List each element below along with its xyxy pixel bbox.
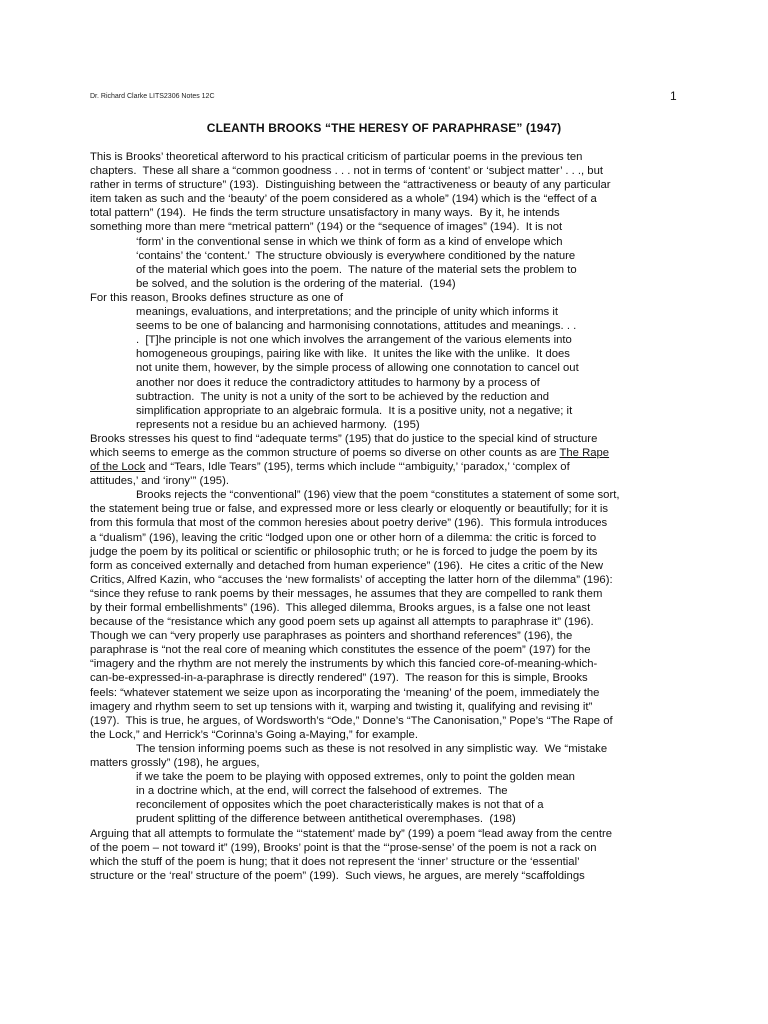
block-quote-line <box>90 390 690 404</box>
text-line <box>90 869 690 883</box>
text-line <box>90 756 690 770</box>
line-text: structure or the ‘real’ structure of the poem” (199). Such views, he argues, are merely “scaffoldings <box>90 869 585 882</box>
line-text: Arguing that all attempts to formulate the “‘statement’ made by” (199) a poem “lead away from the centre <box>90 827 613 840</box>
block-quote-line <box>90 277 690 291</box>
block-quote-line <box>90 249 690 263</box>
block-quote-line <box>90 798 690 812</box>
line-text: a “dualism” (196), leaving the critic “lodged upon one or other horn of a dilemma: the critic is forced to <box>90 531 597 544</box>
line-text: simplification appropriate to an algebraic formula. It is a positive unity, not a negative; it <box>136 404 573 417</box>
text-line <box>90 700 690 714</box>
line-text: homogeneous groupings, pairing like with like. It unites the like with the unlike. It does <box>136 348 570 361</box>
line-text: total pattern” (194). He finds the term structure unsatisfactory in many ways. By it, he intends <box>90 207 560 220</box>
line-text: paraphrase is “not the real core of meaning which constitutes the essence of the poem” (197) for the <box>90 644 591 657</box>
line-text: the statement being true or false, and expressed more or less clearly or eloquently or beautifully; for it is <box>90 503 609 516</box>
text-line <box>90 206 690 220</box>
page-number: 1 <box>670 89 677 103</box>
text-line <box>90 643 690 657</box>
line-text: item taken as such and the ‘beauty’ of the poem considered as a whole” (194) which is the “effect of a <box>90 193 597 206</box>
line-text: matters grossly” (198), he argues, <box>90 757 260 770</box>
text-line <box>90 502 690 516</box>
line-text: which the stuff of the poem is hung; that it does not represent the ‘inner’ structure or the ‘essential’ <box>90 855 580 868</box>
underlined-title: The Rape <box>559 446 610 459</box>
text-line <box>90 615 690 629</box>
line-text: ‘form’ in the conventional sense in which we think of form as a kind of envelope which <box>136 235 563 248</box>
line-text: The tension informing poems such as these is not resolved in any simplistic way. We “mistake <box>136 742 608 755</box>
paragraph-first-line <box>90 742 690 756</box>
text-line <box>90 178 690 192</box>
text-line <box>90 220 690 234</box>
line-text: by their formal embellishments” (196). This alleged dilemma, Brooks argues, is a false one not least <box>90 602 591 614</box>
block-quote-line <box>90 784 690 798</box>
block-quote-line <box>90 770 690 784</box>
line-text: prudent splitting of the difference between antithetical overemphases. (198) <box>136 813 516 826</box>
line-text: imagery and rhythm seem to set up tensions with it, warping and twisting it, qualifying and revising it” <box>90 700 593 713</box>
text-line <box>90 657 690 671</box>
line-text: feels: “whatever statement we seize upon as incorporating the ‘meaning’ of the poem, immediately the <box>90 686 600 699</box>
line-text: meanings, evaluations, and interpretations; and the principle of unity which informs it <box>136 306 558 319</box>
text-line <box>90 573 690 587</box>
text-line <box>90 686 690 700</box>
text-line <box>90 671 690 685</box>
text-line <box>90 855 690 869</box>
text-line <box>90 192 690 206</box>
text-line <box>90 291 690 305</box>
block-quote-line <box>90 812 690 826</box>
line-text: form as conceived externally and detached from human experience” (196). He cites a critic of the New <box>90 559 603 572</box>
line-text: represents not a residue bu an achieved harmony. (195) <box>136 418 420 431</box>
line-text: Brooks rejects the “conventional” (196) view that the poem “constitutes a statement of some sort, <box>136 489 620 502</box>
line-text: which seems to emerge as the common structure of poems so diverse on other counts as are <box>90 446 560 459</box>
line-text: of the poem – not toward it” (199), Brooks’ point is that the “‘prose-sense’ of the poem is not a rack on <box>90 841 597 854</box>
block-quote-line <box>90 418 690 432</box>
body-text <box>90 150 690 883</box>
document-title: CLEANTH BROOKS “THE HERESY OF PARAPHRASE” (1947) <box>206 121 562 135</box>
line-text: and “Tears, Idle Tears” (195), terms which include “‘ambiguity,’ ‘paradox,’ ‘complex of <box>145 461 570 474</box>
text-line <box>90 587 690 601</box>
text-line <box>90 446 690 460</box>
paragraph-first-line <box>90 488 690 502</box>
line-text: the Lock,” and Herrick’s “Corinna’s Going a-Maying,” for example. <box>90 728 418 741</box>
text-line <box>90 474 690 488</box>
block-quote-line <box>90 263 690 277</box>
line-text: Critics, Alfred Kazin, who “accuses the ‘new formalists’ of accepting the latter horn of the dilemma” (196): <box>90 573 613 586</box>
line-text: (197). This is true, he argues, of Wordsworth’s “Ode,” Donne’s “The Canonisation,” Pope’s “The Rape of <box>90 714 613 727</box>
text-line <box>90 841 690 855</box>
block-quote-line <box>90 305 690 319</box>
line-text: because of the “resistance which any good poem sets up against all attempts to paraphrase it” (196). <box>90 616 594 629</box>
line-text: another nor does it reduce the contradictory attitudes to harmony by a process of <box>136 376 540 389</box>
line-text: judge the poem by its political or scientific or philosophic truth; or he is forced to judge the poem by its <box>90 545 598 558</box>
line-text: can-be-expressed-in-a-paraphrase is directly rendered” (197). The reason for this is simple, Brooks <box>90 672 588 685</box>
line-text: reconcilement of opposites which the poet characteristically makes is not that of a <box>136 799 544 812</box>
line-text: “since they refuse to rank poems by their messages, he assumes that they are compelled to rank them <box>90 587 603 600</box>
line-text: This is Brooks’ theoretical afterword to his practical criticism of particular poems in the previous ten <box>90 151 583 163</box>
text-line <box>90 714 690 728</box>
block-quote-line <box>90 235 690 249</box>
block-quote-line <box>90 333 690 347</box>
text-line <box>90 559 690 573</box>
line-text: be solved, and the solution is the ordering of the material. (194) <box>136 277 456 290</box>
block-quote-line <box>90 347 690 361</box>
line-text: not unite them, however, by the simple process of allowing one connotation to cancel out <box>136 362 579 375</box>
line-text: For this reason, Brooks defines structure as one of <box>90 291 344 304</box>
text-line <box>90 164 690 178</box>
text-line <box>90 827 690 841</box>
line-text: “imagery and the rhythm are not merely the instruments by which this fancied core-of-meaning-which- <box>90 658 598 671</box>
line-text: of the material which goes into the poem. The nature of the material sets the problem to <box>136 263 577 276</box>
text-line <box>90 728 690 742</box>
line-text: seems to be one of balancing and harmonising connotations, attitudes and meanings. . . <box>136 320 577 333</box>
line-text: attitudes,’ and ‘irony’” (195). <box>90 475 229 488</box>
block-quote-line <box>90 361 690 375</box>
running-header: Dr. Richard Clarke LITS2306 Notes 12C <box>90 93 215 100</box>
line-text: in a doctrine which, at the end, will correct the falsehood of extremes. The <box>136 785 508 798</box>
text-line <box>90 601 690 615</box>
line-text: . [T]he principle is not one which involves the arrangement of the various elements into <box>136 334 572 347</box>
line-text: from this formula that most of the common heresies about poetry derive” (196). This formula introduces <box>90 517 608 530</box>
line-text: Brooks stresses his quest to find “adequate terms” (195) that do justice to the special kind of structure <box>90 432 598 445</box>
text-line <box>90 516 690 530</box>
line-text: subtraction. The unity is not a unity of the sort to be achieved by the reduction and <box>136 390 550 403</box>
text-line <box>90 531 690 545</box>
underlined-title: of the Lock <box>90 461 146 474</box>
block-quote-line <box>90 319 690 333</box>
line-text: Though we can “very properly use paraphrases as pointers and shorthand references” (196), the <box>90 630 573 643</box>
line-text: chapters. These all share a “common goodness . . . not in terms of ‘content’ or ‘subject matter’ . . ., but <box>90 165 603 178</box>
line-text: something more than mere “metrical pattern” (194) or the “sequence of images” (194). It is not <box>90 221 563 234</box>
text-line <box>90 460 690 474</box>
line-text: if we take the poem to be playing with opposed extremes, only to point the golden mean <box>136 771 575 784</box>
text-line <box>90 629 690 643</box>
text-line <box>90 432 690 446</box>
line-text: ‘contains’ the ‘content.’ The structure obviously is everywhere conditioned by the nature <box>136 249 576 262</box>
block-quote-line <box>90 376 690 390</box>
line-text: rather in terms of structure” (193). Distinguishing between the “attractiveness or beauty of any particular <box>90 179 611 192</box>
text-line <box>90 545 690 559</box>
text-line <box>90 150 690 164</box>
block-quote-line <box>90 404 690 418</box>
